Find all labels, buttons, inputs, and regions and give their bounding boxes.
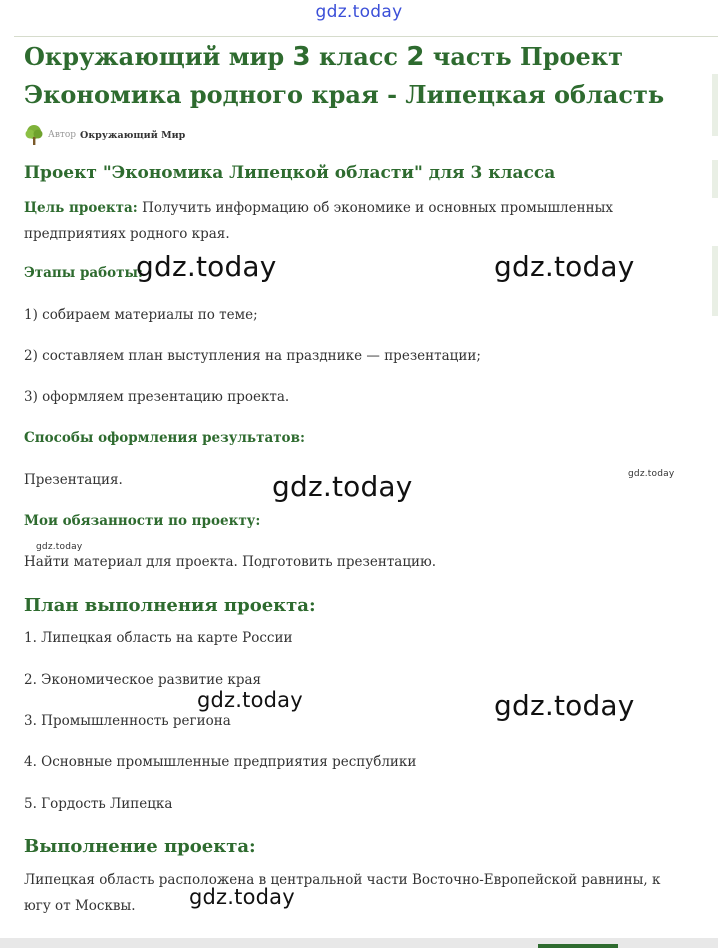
project-goal: Цель проекта: Получить информацию об экономике и основных промышленных предприятиях родного края. xyxy=(24,200,613,242)
list-item: 3) оформляем презентацию проекта. xyxy=(24,389,290,405)
tree-icon xyxy=(24,124,44,146)
watermark: gdz.today xyxy=(494,689,635,722)
project-heading: Проект "Экономика Липецкой области" для 3 класса xyxy=(24,163,556,183)
execution-heading: Выполнение проекта: xyxy=(24,836,256,857)
plan-heading: План выполнения проекта: xyxy=(24,595,316,616)
list-item: 1) собираем материалы по теме; xyxy=(24,307,258,323)
goal-label: Цель проекта: xyxy=(24,200,138,216)
list-item: 2) составляем план выступления на празднике — презентации; xyxy=(24,348,481,364)
page-title: Окружающий мир 3 класс 2 часть Проект Экономика родного края - Липецкая область xyxy=(24,42,665,109)
execution-section xyxy=(24,835,256,859)
watermark: gdz.today xyxy=(197,688,303,712)
execution-text: Липецкая область расположена в центральной части Восточно-Европейской равнины, к югу от Москвы. xyxy=(24,872,661,914)
watermark: gdz.today xyxy=(36,542,83,552)
sidebar-edge xyxy=(712,246,718,316)
watermark: gdz.today xyxy=(136,250,277,283)
plan-section xyxy=(24,594,316,618)
watermark: gdz.today xyxy=(272,470,413,503)
sidebar-edge xyxy=(712,74,718,136)
list-item: 2. Экономическое развитие края xyxy=(24,672,262,688)
list-item: 3. Промышленность региона xyxy=(24,713,231,729)
author-label: Автор xyxy=(48,130,77,140)
author-line xyxy=(24,123,185,147)
duties-label: Мои обязанности по проекту: xyxy=(24,513,261,529)
stages-label: Этапы работы: xyxy=(24,265,144,281)
watermark: gdz.today xyxy=(189,885,295,909)
methods-text: Презентация. xyxy=(24,472,123,488)
methods-label: Способы оформления результатов: xyxy=(24,430,305,446)
list-item: 4. Основные промышленные предприятия республики xyxy=(24,754,417,770)
duties-text: Найти материал для проекта. Подготовить презентацию. xyxy=(24,554,437,570)
list-item: 1. Липецкая область на карте России xyxy=(24,630,293,646)
author-name[interactable]: Окружающий Мир xyxy=(80,129,186,141)
header-divider xyxy=(14,36,718,37)
project-section xyxy=(24,162,555,184)
watermark: gdz.today xyxy=(628,469,675,479)
site-logo[interactable]: gdz.today xyxy=(315,2,403,22)
watermark: gdz.today xyxy=(494,250,635,283)
list-item: 5. Гордость Липецка xyxy=(24,796,173,812)
sidebar-edge xyxy=(712,160,718,198)
footer-accent xyxy=(538,944,618,948)
